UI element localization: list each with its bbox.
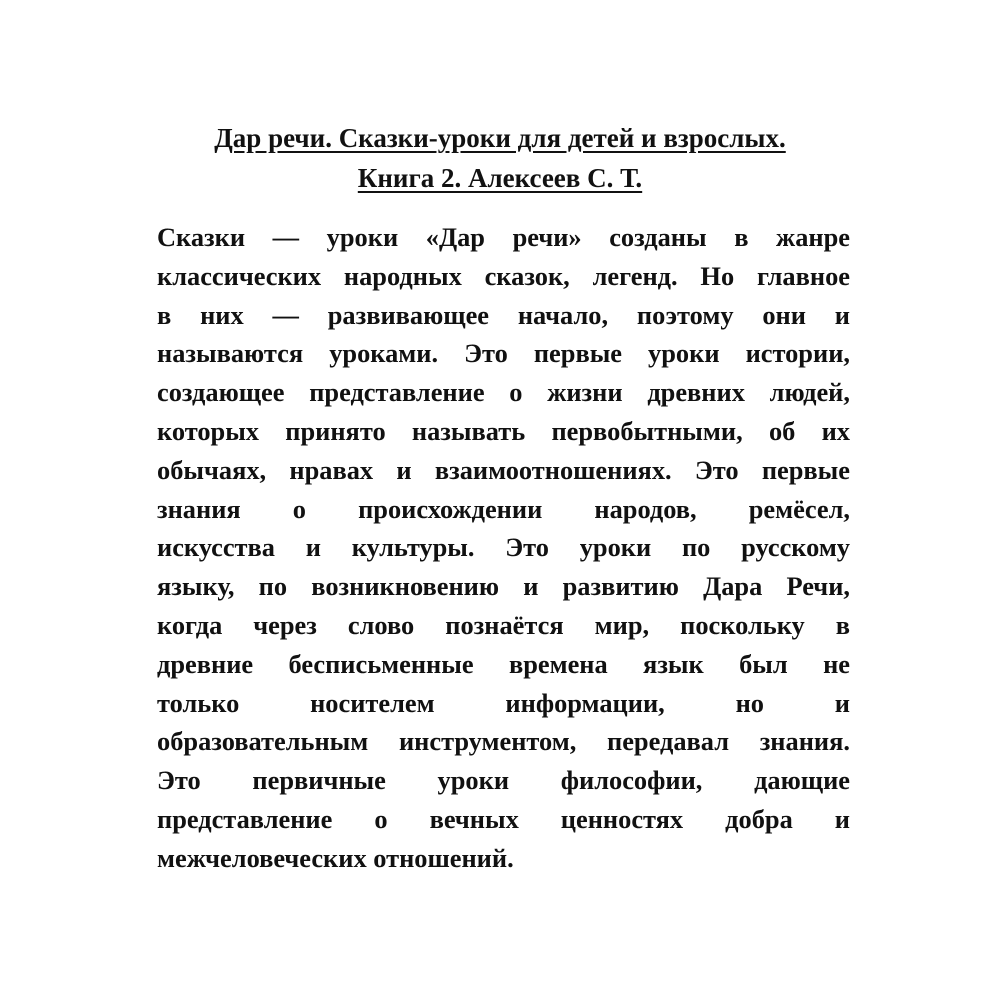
body-line: знания о происхождении народов, ремёсел,: [157, 493, 850, 524]
body-line: классических народных сказок, легенд. Но главное: [157, 260, 850, 291]
document-title: [150, 118, 850, 198]
title-line: Дар речи. Сказки-уроки для детей и взрослых.: [214, 123, 786, 153]
body-line: Это первичные уроки философии, дающие: [157, 765, 850, 796]
body-line: межчеловеческих отношений.: [157, 842, 514, 873]
document-body: [157, 218, 850, 878]
body-line: Сказки — уроки «Дар речи» созданы в жанре: [157, 222, 850, 252]
body-line: создающее представление о жизни древних людей,: [157, 377, 850, 408]
title-line: Книга 2. Алексеев С. Т.: [357, 163, 643, 193]
body-line: которых принято называть первобытными, об их: [157, 415, 850, 446]
body-line: называются уроками. Это первые уроки истории,: [157, 338, 850, 369]
body-line: древние бесписьменные времена язык был не: [157, 648, 850, 679]
body-line: обычаях, нравах и взаимоотношениях. Это первые: [157, 454, 850, 485]
body-line: представление о вечных ценностях добра и: [157, 803, 850, 834]
body-line: только носителем информации, но и: [157, 687, 850, 718]
body-line: искусства и культуры. Это уроки по русскому: [157, 532, 850, 563]
body-line: когда через слово познаётся мир, поскольку в: [157, 609, 850, 640]
body-line: образовательным инструментом, передавал знания.: [157, 726, 850, 757]
body-line: языку, по возникновению и развитию Дара Речи,: [157, 571, 850, 602]
body-line: в них — развивающее начало, поэтому они и: [157, 299, 850, 330]
